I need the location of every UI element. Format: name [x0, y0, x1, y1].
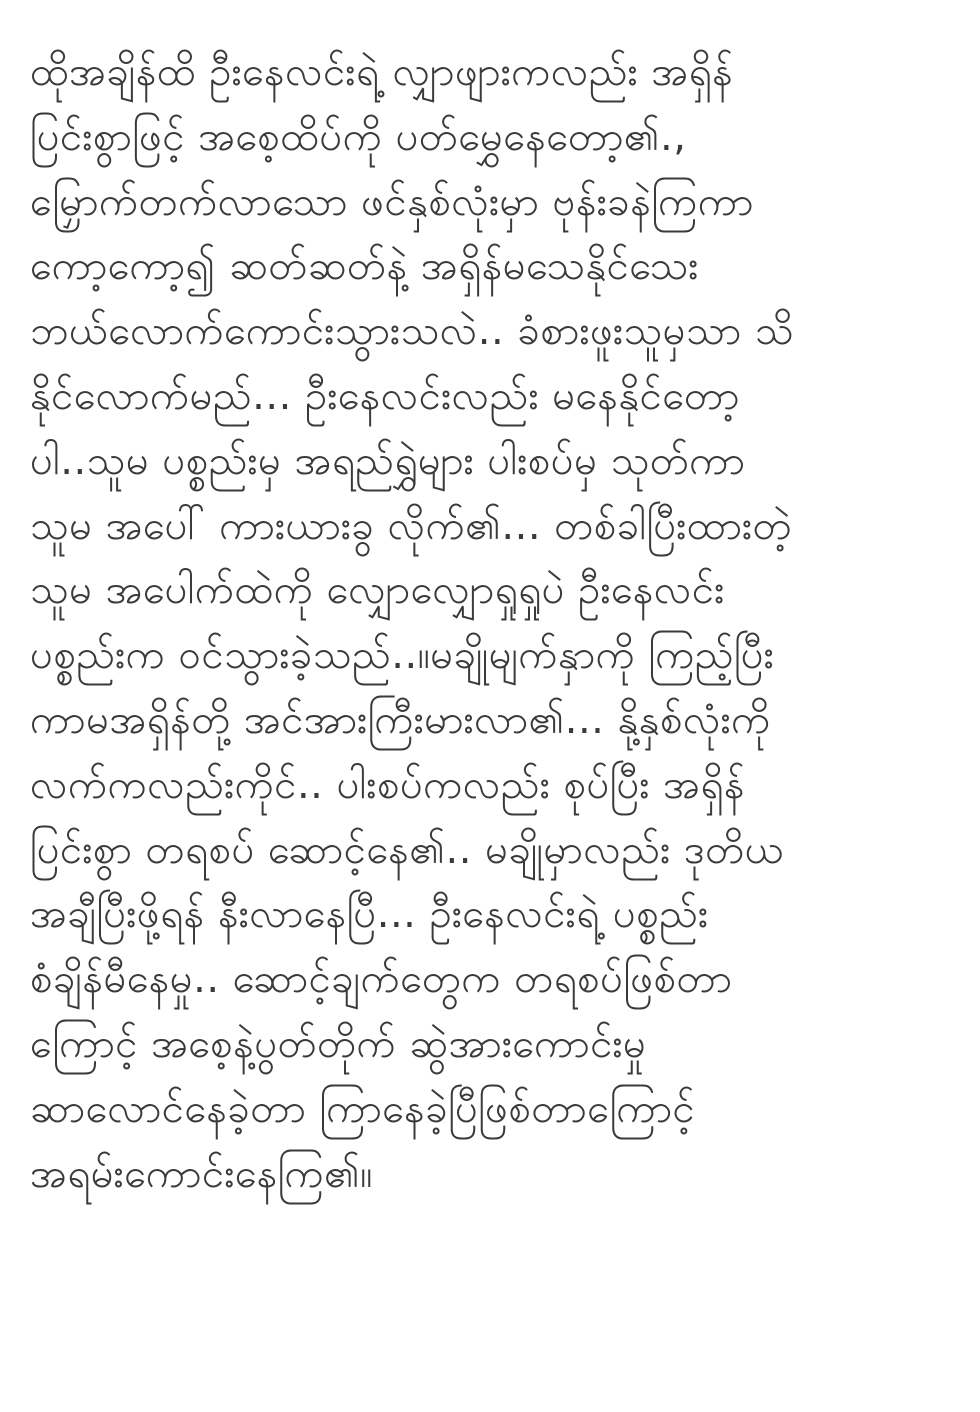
text-line: ပစ္စည်းက ဝင်သွားခဲ့သည်..။မချိုမျက်နှာကို ကြည့်ပြီး: [30, 632, 775, 679]
text-line: ပြင်းစွာ တရစပ် ဆောင့်နေ၏.. မချိုမှာလည်း ဒုတိယ: [30, 826, 785, 873]
text-line: အချီပြီးဖို့ရန် နီးလာနေပြီ... ဦးနေလင်းရဲ့ ပစ္စည်း: [30, 891, 709, 938]
text-line: လက်ကလည်းကိုင်.. ပါးစပ်ကလည်း စုပ်ပြီး အရှိန်: [30, 761, 746, 808]
text-line: ထိုအချိန်ထိ ဦးနေလင်းရဲ့ လျှာဖျားကလည်း အရှိန်: [30, 49, 734, 95]
text-line: မြှောက်တက်လာသော ဖင်နှစ်လုံးမှာ ဗုန်းခနဲကြကာ: [30, 178, 754, 225]
text-line: ပါ..သူမ ပစ္စည်းမှ အရည်ရွှဲများ ပါးစပ်မှ သုတ်ကာ: [30, 437, 746, 484]
text-line: စံချိန်မီနေမှု.. ဆောင့်ချက်တွေက တရစပ်ဖြစ်တာ: [30, 956, 733, 1003]
text-line: ပြင်းစွာဖြင့် အစေ့ထိပ်ကို ပတ်မွှေနေတော့၏.,: [30, 113, 687, 160]
text-line: အရမ်းကောင်းနေကြ၏။: [30, 1150, 373, 1197]
text-line: သူမ အပေါက်ထဲကို လျှောလျှောရှုရှုပဲ ဦးနေလင်း: [30, 567, 725, 614]
text-line: ဘယ်လောက်ကောင်းသွားသလဲ.. ခံစားဖူးသူမှသာ သိ: [30, 308, 795, 355]
text-line: ကာမအရှိန်တို့ အင်အားကြီးမားလာ၏... နို့နှစ်လုံးကို: [30, 696, 771, 743]
text-line: သူမ အပေါ် ကားယားခွ လိုက်၏... တစ်ခါပြီးထားတဲ့: [30, 502, 793, 549]
text-line: နိုင်လောက်မည်... ဦးနေလင်းလည်း မနေနိုင်တော့: [30, 372, 740, 419]
text-line: ကော့ကော့၍ ဆတ်ဆတ်နဲ့ အရှိန်မသေနိုင်သေး: [30, 243, 699, 290]
text-line: ကြောင့် အစေ့နဲ့ပွတ်တိုက် ဆွဲအားကောင်းမှု: [30, 1020, 647, 1067]
text-line: ဆာလောင်နေခဲ့တာ ကြာနေခဲ့ပြီဖြစ်တာကြောင့်: [30, 1085, 696, 1132]
body-text: [30, 40, 960, 1206]
